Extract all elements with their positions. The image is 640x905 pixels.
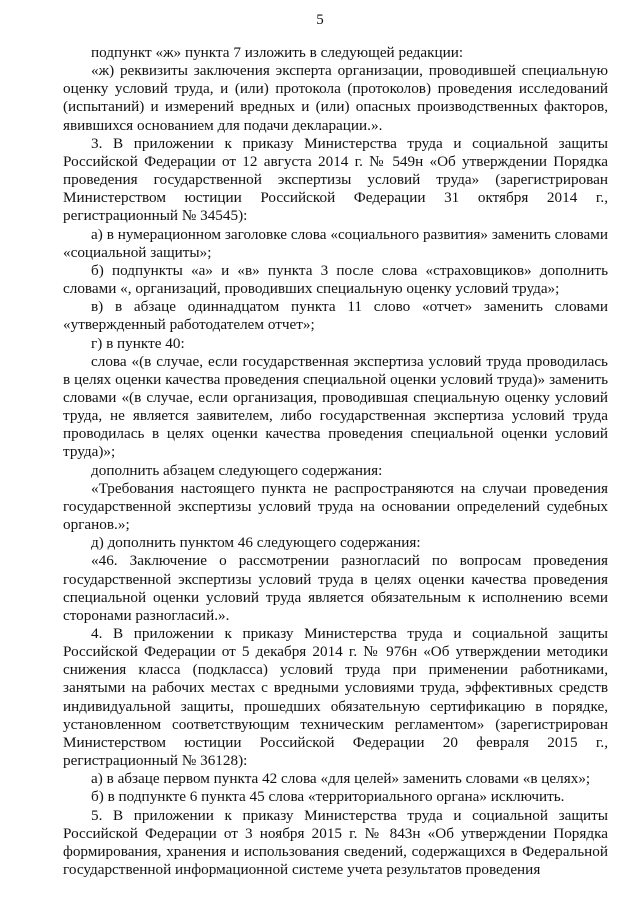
paragraph-item-3: 3. В приложении к приказу Министерства труда и социальной защиты Российской Федерации от 12 августа 2014 г. № 549н «Об утверждении Порядка проведения государственной экспертизы условий труда» (зарегистрирован Министерством юстиции Российской Федерации 31 октября 2014 г., регистрационный № 34545): xyxy=(63,134,608,225)
document-body xyxy=(63,44,608,879)
paragraph-zh-subitem: «ж) реквизиты заключения эксперта организации, проводившей специальную оценку условий труда, и (или) протокола (протоколов) проведения исследований (испытаний) и измерений вредных и (или) опасных производственных факторов, явившихся основанием для подачи декларации.». xyxy=(63,62,608,134)
paragraph-item-3g: г) в пункте 40: xyxy=(91,334,185,352)
page-number: 5 xyxy=(316,12,324,28)
paragraph-item-4: 4. В приложении к приказу Министерства труда и социальной защиты Российской Федерации от 5 декабря 2014 г. № 976н «Об утверждении методики снижения класса (подкласса) условий труда при применении работниками, занятыми на рабочих местах с вредными условиями труда, эффективных средств индивидуальной защиты, прошедших обязательную сертификацию в порядке, установленном соответствующим техническим регламентом» (зарегистрирован Министерством юстиции Российской Федерации 20 февраля 2015 г., регистрационный № 36128): xyxy=(63,625,608,770)
paragraph-item-3b: б) подпункты «а» и «в» пункта 3 после слова «страховщиков» дополнить словами «, организаций, проводивших специальную оценку условий труда»; xyxy=(63,261,608,298)
paragraph-item-4a: а) в абзаце первом пункта 42 слова «для целей» заменить словами «в целях»; xyxy=(91,770,591,788)
paragraph-item-5: 5. В приложении к приказу Министерства труда и социальной защиты Российской Федерации от 3 ноября 2015 г. № 843н «Об утверждении Порядка формирования, хранения и использования сведений, содержащихся в Федеральной государственной информационной системе учета результатов проведения xyxy=(63,806,608,879)
paragraph-item-3g-words: слова «(в случае, если государственная экспертиза условий труда проводилась в целях оценки качества проведения специальной оценки условий труда)» заменить словами «(в случае, если организация, проводившая специальную оценку условий труда, не является заявителем, либо государственная экспертиза условий труда проводилась в целях оценки качества проведения специальной оценки условий труда)»; xyxy=(63,352,608,461)
paragraph-item-3d-quote: «46. Заключение о рассмотрении разногласий по вопросам проведения государственной экспертизы условий труда в целях оценки качества проведения специальной оценки условий труда является обязательным к исполнению всеми сторонами разногласий.». xyxy=(63,552,608,624)
paragraph-item-3d: д) дополнить пунктом 46 следующего содержания: xyxy=(91,534,421,552)
paragraph-item-3a: а) в нумерационном заголовке слова «социального развития» заменить словами «социальной защиты»; xyxy=(63,225,608,261)
paragraph-item-3v: в) в абзаце одиннадцатом пункта 11 слово «отчет» заменить словами «утвержденный работодателем отчет»; xyxy=(63,298,608,334)
paragraph-item-4b: б) в подпункте 6 пункта 45 слова «территориального органа» исключить. xyxy=(91,788,565,806)
paragraph-intro: подпункт «ж» пункта 7 изложить в следующей редакции: xyxy=(91,44,464,61)
paragraph-item-3g-quote: «Требования настоящего пункта не распространяются на случаи проведения государственной экспертизы условий труда на основании определений судебных органов.»; xyxy=(63,479,608,534)
paragraph-item-3g-add: дополнить абзацем следующего содержания: xyxy=(91,461,383,479)
